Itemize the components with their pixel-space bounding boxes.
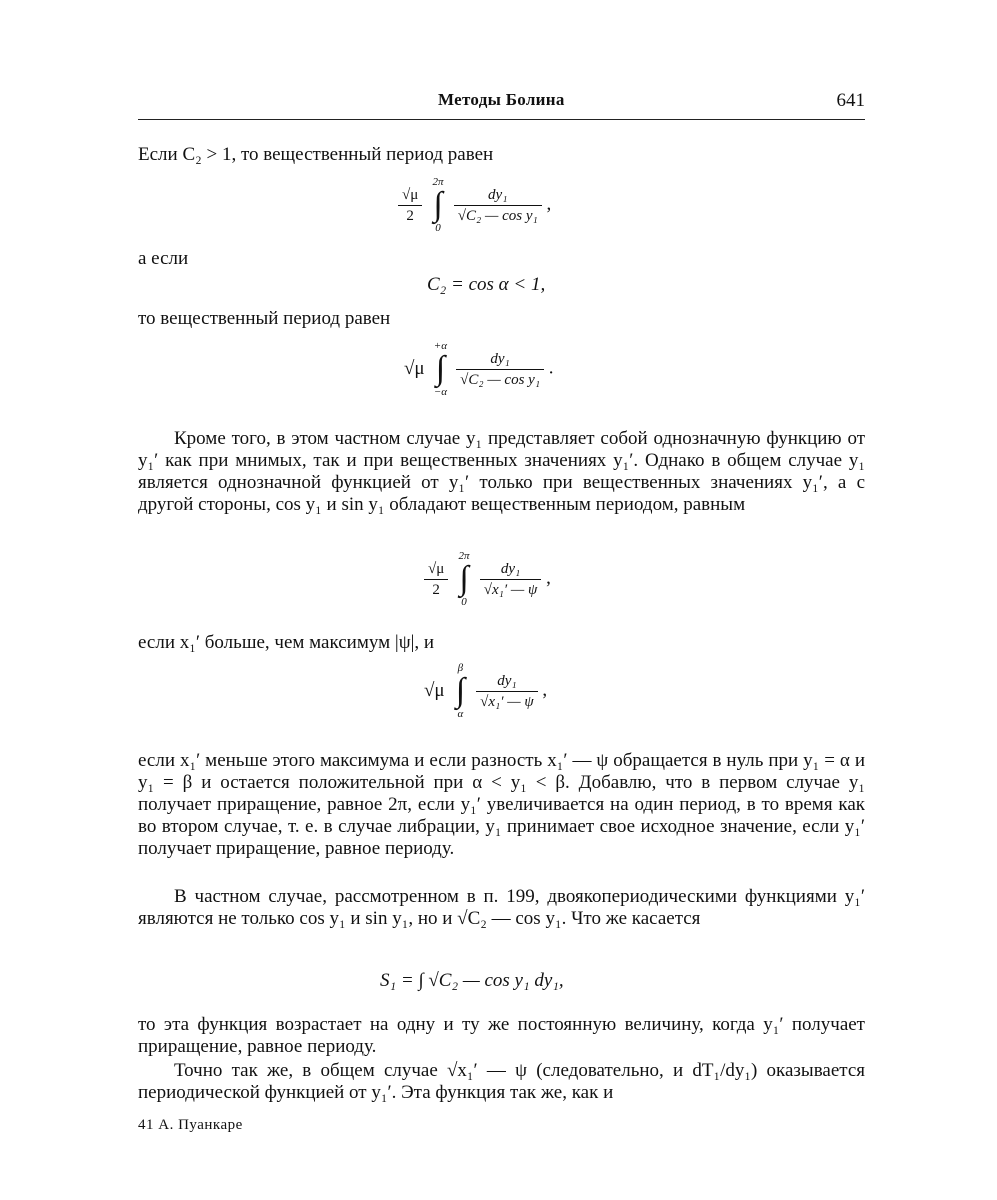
integral-icon: ∫ [435,350,446,387]
formula-condition: C₂ = cos α < 1, [427,274,546,295]
running-header [138,90,865,114]
integral-sign [427,176,449,234]
integrand-fraction [476,671,538,712]
text-line-4: если x₁′ больше, чем максимум |ψ|, и [138,632,435,653]
formula-punctuation: . [548,357,554,379]
coefficient-numerator: √μ [424,559,448,580]
running-title: Методы Болина [438,90,565,109]
integral-sign [453,550,475,608]
formula-period-4 [424,662,547,720]
integrand-fraction [456,349,544,390]
footer-signature: 41 А. Пуанкаре [138,1117,243,1133]
formula-punctuation: , [546,193,552,215]
coefficient-denominator: 2 [406,207,414,224]
integral-icon: ∫ [455,672,466,709]
coefficient-sqrt-mu: √μ [424,680,445,701]
lower-limit: 0 [461,596,467,608]
integral-sign [449,662,471,720]
lower-limit: 0 [435,222,441,234]
integrand-numerator: dy₁ [480,559,542,580]
coefficient-numerator: √μ [398,185,422,206]
integrand-numerator: dy₁ [476,671,538,692]
formula-period-2 [404,340,554,398]
lower-limit: α [457,708,464,720]
paragraph-2: если x₁′ меньше этого максимума и если разность x₁′ — ψ обращается в нуль при y₁ = α и y₁ = β и остается положительной при α < y₁ < β. Добавлю, что в первом случае y₁ получает приращение, равное 2π, если y₁′ увеличивается на один период, в то время как во втором случае, т. е. в случае либрации, y₁ принимает свое исходное значение, если y₁′ получает приращение, равное периоду. [138,750,865,859]
coefficient-fraction [398,185,422,226]
formula-punctuation: , [546,567,551,589]
upper-limit: +α [433,340,447,352]
coefficient-sqrt-mu: √μ [404,358,425,379]
lower-limit: −α [433,386,447,398]
integrand-denominator: √x₁′ — ψ [483,581,538,598]
integrand-denominator: √x₁′ — ψ [480,693,534,710]
integrand-numerator: dy₁ [456,349,544,370]
paragraph-3: В частном случае, рассмотренном в п. 199, двоякопериодическими функциями y₁′ являются не только cos y₁ и sin y₁, но и √C₂ — cos y₁. Что же касается [138,886,865,929]
formula-punctuation: , [542,679,548,701]
text-line-2: а если [138,248,189,269]
paragraph-4: то эта функция возрастает на одну и ту же постоянную величину, когда y₁′ получает приращение, равное периоду. [138,1014,865,1057]
integrand-denominator: √C₂ — cos y₁ [460,371,541,388]
formula-period-1 [398,176,551,234]
integrand-fraction [480,559,542,600]
upper-limit: 2π [458,550,470,562]
text-line-1: Если C₂ > 1, то вещественный период равен [138,144,494,165]
page-number: 641 [836,90,865,111]
formula-period-3 [424,550,551,608]
upper-limit: β [457,662,464,674]
integrand-denominator: √C₂ — cos y₁ [457,207,538,224]
paragraph-5: Точно так же, в общем случае √x₁′ — ψ (следовательно, и dT₁/dy₁) оказывается периодической функцией от y₁′. Эта функция так же, как и [138,1060,865,1103]
integrand-fraction [454,185,542,226]
text-line-3: то вещественный период равен [138,308,391,329]
coefficient-denominator: 2 [432,581,440,598]
coefficient-fraction [424,559,448,600]
header-rule [138,119,865,120]
upper-limit: 2π [432,176,444,188]
paragraph-1: Кроме того, в этом частном случае y₁ представляет собой однозначную функцию от y₁′ как при мнимых, так и при вещественных значениях y₁′. Однако в общем случае y₁ является однозначной функцией от y₁′ только при вещественных значениях y₁′, а с другой стороны, cos y₁ и sin y₁ обладают вещественным периодом, равным [138,428,865,515]
formula-s1: S₁ = ∫ √C₂ — cos y₁ dy₁, [380,970,564,991]
integral-icon: ∫ [433,186,443,223]
integrand-numerator: dy₁ [454,185,542,206]
integral-sign [429,340,451,398]
integral-icon: ∫ [459,560,469,597]
